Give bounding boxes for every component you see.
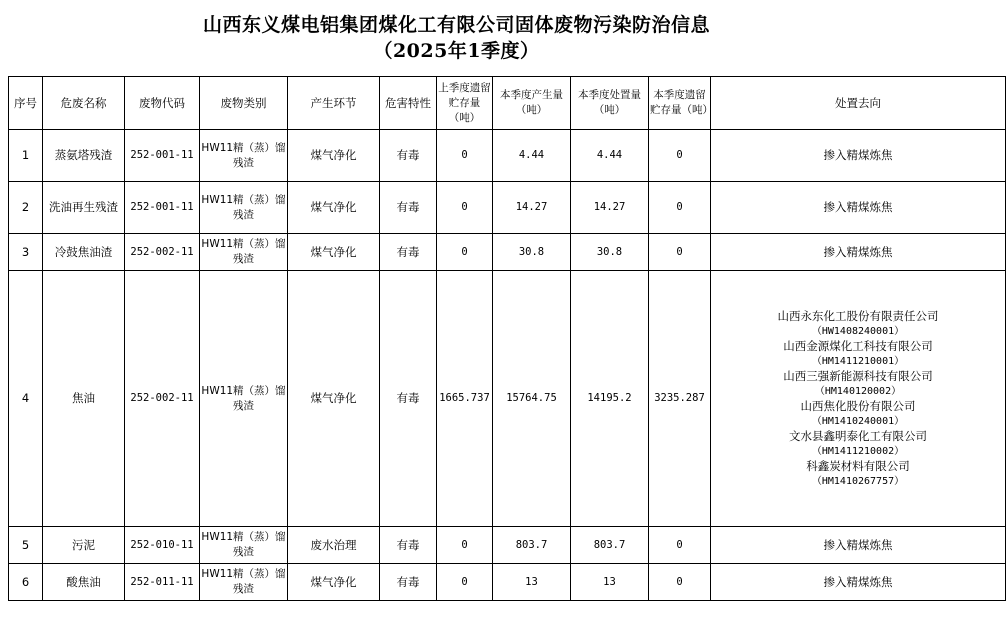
col-header-destination: 处置去向 [711,77,1006,130]
cell-seq: 1 [9,130,43,182]
cell-disposed: 14195.2 [571,271,649,527]
cell-name: 污泥 [43,527,125,564]
cell-remaining: 3235.287 [649,271,711,527]
col-header-code: 废物代码 [125,77,200,130]
cell-name: 酸焦油 [43,564,125,601]
cell-seq: 6 [9,564,43,601]
cell-produced: 30.8 [493,234,571,271]
destination-license: （HM1411210002） [811,445,905,457]
cell-produced: 15764.75 [493,271,571,527]
cell-produced: 14.27 [493,182,571,234]
cell-code: 252-002-11 [125,271,200,527]
cell-source: 废水治理 [288,527,380,564]
table-row [9,527,1006,564]
cell-prev-stock: 0 [437,564,493,601]
page-title: 山西东义煤电铝集团煤化工有限公司固体废物污染防治信息 [202,14,710,36]
cell-prev-stock: 0 [437,234,493,271]
col-header-source: 产生环节 [288,77,380,130]
cell-prev-stock: 0 [437,527,493,564]
waste-table [8,76,1006,601]
col-header-remaining: 本季度遗留贮存量（吨） [649,77,711,130]
cell-destination: 掺入精煤炼焦 [711,234,1006,271]
cell-source: 煤气净化 [288,234,380,271]
cell-disposed: 14.27 [571,182,649,234]
cell-remaining: 0 [649,564,711,601]
cell-remaining: 0 [649,130,711,182]
col-header-prev-stock: 上季度遗留贮存量（吨） [437,77,493,130]
table-row [9,182,1006,234]
page-subtitle: （2025年1季度） [373,40,540,62]
cell-destination: 掺入精煤炼焦 [711,527,1006,564]
cell-code: 252-011-11 [125,564,200,601]
cell-seq: 4 [9,271,43,527]
col-header-category: 废物类别 [200,77,288,130]
cell-hazard: 有毒 [380,527,437,564]
cell-source: 煤气净化 [288,271,380,527]
cell-disposed: 4.44 [571,130,649,182]
cell-category: HW11精（蒸）馏残渣 [200,234,288,271]
destination-company: 文水县鑫明泰化工有限公司 [789,428,927,443]
destination-license: （HM1410267757） [811,475,905,487]
col-header-produced: 本季度产生量（吨） [493,77,571,130]
cell-remaining: 0 [649,182,711,234]
cell-remaining: 0 [649,234,711,271]
table-row [9,564,1006,601]
cell-name: 冷鼓焦油渣 [43,234,125,271]
table-row [9,130,1006,182]
destination-license: （HM1410240001） [811,415,905,427]
destination-company: 科鑫炭材料有限公司 [806,458,910,473]
cell-produced: 13 [493,564,571,601]
table-row [9,271,1006,527]
cell-category: HW11精（蒸）馏残渣 [200,130,288,182]
cell-seq: 2 [9,182,43,234]
col-header-disposed: 本季度处置量（吨） [571,77,649,130]
cell-name: 洗油再生残渣 [43,182,125,234]
cell-destination: 掺入精煤炼焦 [711,182,1006,234]
cell-hazard: 有毒 [380,182,437,234]
cell-prev-stock: 0 [437,182,493,234]
destination-company: 山西金源煤化工科技有限公司 [783,338,933,353]
destination-company: 山西永东化工股份有限责任公司 [777,308,939,323]
destination-license: （HW1408240001） [811,325,905,337]
cell-disposed: 13 [571,564,649,601]
destination-company: 山西焦化股份有限公司 [800,398,916,413]
col-header-name: 危废名称 [43,77,125,130]
cell-source: 煤气净化 [288,130,380,182]
cell-category: HW11精（蒸）馏残渣 [200,182,288,234]
cell-seq: 3 [9,234,43,271]
cell-hazard: 有毒 [380,234,437,271]
cell-remaining: 0 [649,527,711,564]
cell-code: 252-001-11 [125,130,200,182]
cell-code: 252-002-11 [125,234,200,271]
cell-prev-stock: 0 [437,130,493,182]
col-header-hazard: 危害特性 [380,77,437,130]
cell-hazard: 有毒 [380,271,437,527]
table-header-row [9,77,1006,130]
cell-hazard: 有毒 [380,130,437,182]
cell-disposed: 30.8 [571,234,649,271]
cell-destination-list [711,271,1006,527]
cell-code: 252-010-11 [125,527,200,564]
cell-code: 252-001-11 [125,182,200,234]
cell-produced: 4.44 [493,130,571,182]
cell-prev-stock: 1665.737 [437,271,493,527]
table-row [9,234,1006,271]
cell-name: 焦油 [43,271,125,527]
cell-hazard: 有毒 [380,564,437,601]
cell-destination: 掺入精煤炼焦 [711,564,1006,601]
cell-name: 蒸氨塔残渣 [43,130,125,182]
cell-produced: 803.7 [493,527,571,564]
cell-category: HW11精（蒸）馏残渣 [200,564,288,601]
cell-seq: 5 [9,527,43,564]
cell-category: HW11精（蒸）馏残渣 [200,271,288,527]
destination-company: 山西三强新能源科技有限公司 [783,368,933,383]
cell-source: 煤气净化 [288,182,380,234]
destination-license: （HM140120002） [814,385,902,397]
col-header-seq: 序号 [9,77,43,130]
cell-destination: 掺入精煤炼焦 [711,130,1006,182]
destination-license: （HM1411210001） [811,355,905,367]
cell-disposed: 803.7 [571,527,649,564]
cell-category: HW11精（蒸）馏残渣 [200,527,288,564]
cell-source: 煤气净化 [288,564,380,601]
